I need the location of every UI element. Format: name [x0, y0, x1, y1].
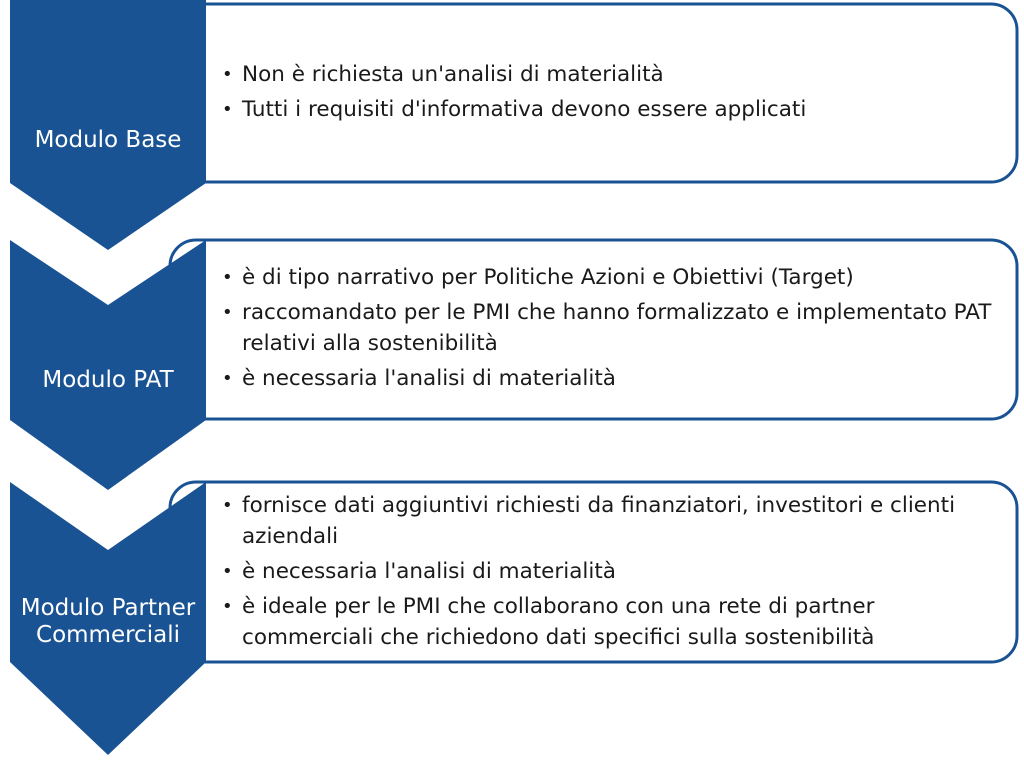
list-item: • è ideale per le PMI che collaborano con una rete di partner commerciali che richiedono dati specifici sulla sostenibilità — [222, 594, 875, 650]
list-item: • è necessaria l'analisi di materialità — [222, 559, 616, 584]
label-modulo-pat: Modulo PAT — [42, 366, 174, 393]
label-modulo-partner: Modulo Partner Commerciali — [20, 595, 196, 648]
list-item: • Tutti i requisiti d'informativa devono essere applicati — [222, 97, 807, 122]
content-modulo-pat — [220, 262, 1010, 398]
content-modulo-base — [220, 59, 1010, 129]
list-item: • Non è richiesta un'analisi di materialità — [222, 62, 664, 87]
list-item: • fornisce dati aggiuntivi richiesti da finanziatori, investitori e clienti aziendali — [222, 493, 956, 549]
list-item: • è necessaria l'analisi di materialità — [222, 366, 616, 391]
label-modulo-base: Modulo Base — [34, 126, 182, 153]
content-modulo-partner — [220, 490, 1010, 657]
list-item: • è di tipo narrativo per Politiche Azioni e Obiettivi (Target) — [222, 265, 854, 290]
list-item: • raccomandato per le PMI che hanno formalizzato e implementato PAT relativi alla sostenibilità — [222, 300, 992, 356]
